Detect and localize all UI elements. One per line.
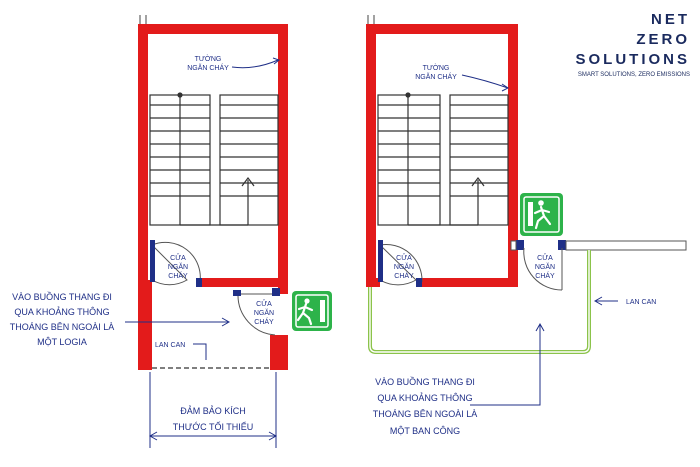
fire-wall-left [366, 24, 376, 286]
right-stair-plan [366, 15, 686, 436]
door-label-line: NGĂN [167, 264, 189, 271]
railing-label: LAN CAN [155, 342, 186, 349]
running-man-exit-icon [520, 193, 563, 236]
door-label-line: CHÁY [254, 319, 274, 326]
door-label-line: CỬA [256, 301, 272, 308]
fire-wall-bottom [420, 278, 518, 287]
running-man-exit-icon [292, 291, 332, 331]
fire-wall-left [138, 24, 148, 286]
logia-wall-right [270, 335, 288, 370]
fire-wall-top [366, 24, 518, 34]
door-label-line: CỬA [170, 255, 186, 262]
logo-line-1: NET [651, 11, 690, 28]
fire-wall-top [138, 24, 288, 34]
note-line: VÀO BUỒNG THANG ĐI [375, 377, 475, 387]
balcony-edge-wall [566, 241, 686, 250]
fire-door-right [516, 240, 566, 290]
company-logo [575, 11, 690, 78]
railing-label: LAN CAN [626, 299, 657, 306]
wall-label-line-2: NGĂN CHÁY [415, 74, 457, 81]
wall-label-line-1: TƯỜNG [422, 65, 450, 72]
note-line: MỘT LOGIA [37, 337, 87, 347]
left-stair-plan [10, 15, 332, 448]
note-line: MỘT BAN CÔNG [389, 426, 461, 436]
logo-line-2: ZERO [636, 31, 690, 48]
door-label-line: CỬA [396, 255, 412, 262]
note-line: THOÁNG BÊN NGOÀI LÀ [372, 409, 478, 419]
door-label-line: NGĂN [534, 264, 556, 271]
note-line: QUA KHOẢNG THÔNG [377, 393, 473, 403]
stair-flights-left [150, 93, 278, 225]
fire-wall-middle [200, 278, 288, 287]
dimension-label-line-2: THƯỚC TỐI THIỂU [172, 422, 254, 432]
note-line: QUA KHOẢNG THÔNG [14, 307, 110, 317]
fire-door-left [378, 240, 422, 287]
fire-wall-right [278, 24, 288, 294]
door-label-line: CHÁY [394, 273, 414, 280]
note-line: THOÁNG BÊN NGOÀI LÀ [9, 322, 115, 332]
wall-label-line-2: NGĂN CHÁY [187, 65, 229, 72]
door-label-line: NGĂN [393, 264, 415, 271]
door-label-line: CHÁY [168, 273, 188, 280]
door-label-line: NGĂN [253, 310, 275, 317]
note-line: VÀO BUỒNG THANG ĐI [12, 292, 112, 302]
fire-door-lower-left [233, 288, 280, 335]
fire-door-upper-left [150, 240, 202, 287]
dimension-label-line-1: ĐẢM BẢO KÍCH [180, 406, 246, 416]
door-label-line: CHÁY [535, 273, 555, 280]
door-label-line: CỬA [537, 255, 553, 262]
logo-line-3: SOLUTIONS [575, 51, 690, 68]
wall-label-line-1: TƯỜNG [194, 56, 222, 63]
stair-flights-right [378, 93, 508, 225]
logo-tagline: SMART SOLUTIONS, ZERO EMISSIONS [577, 72, 690, 78]
